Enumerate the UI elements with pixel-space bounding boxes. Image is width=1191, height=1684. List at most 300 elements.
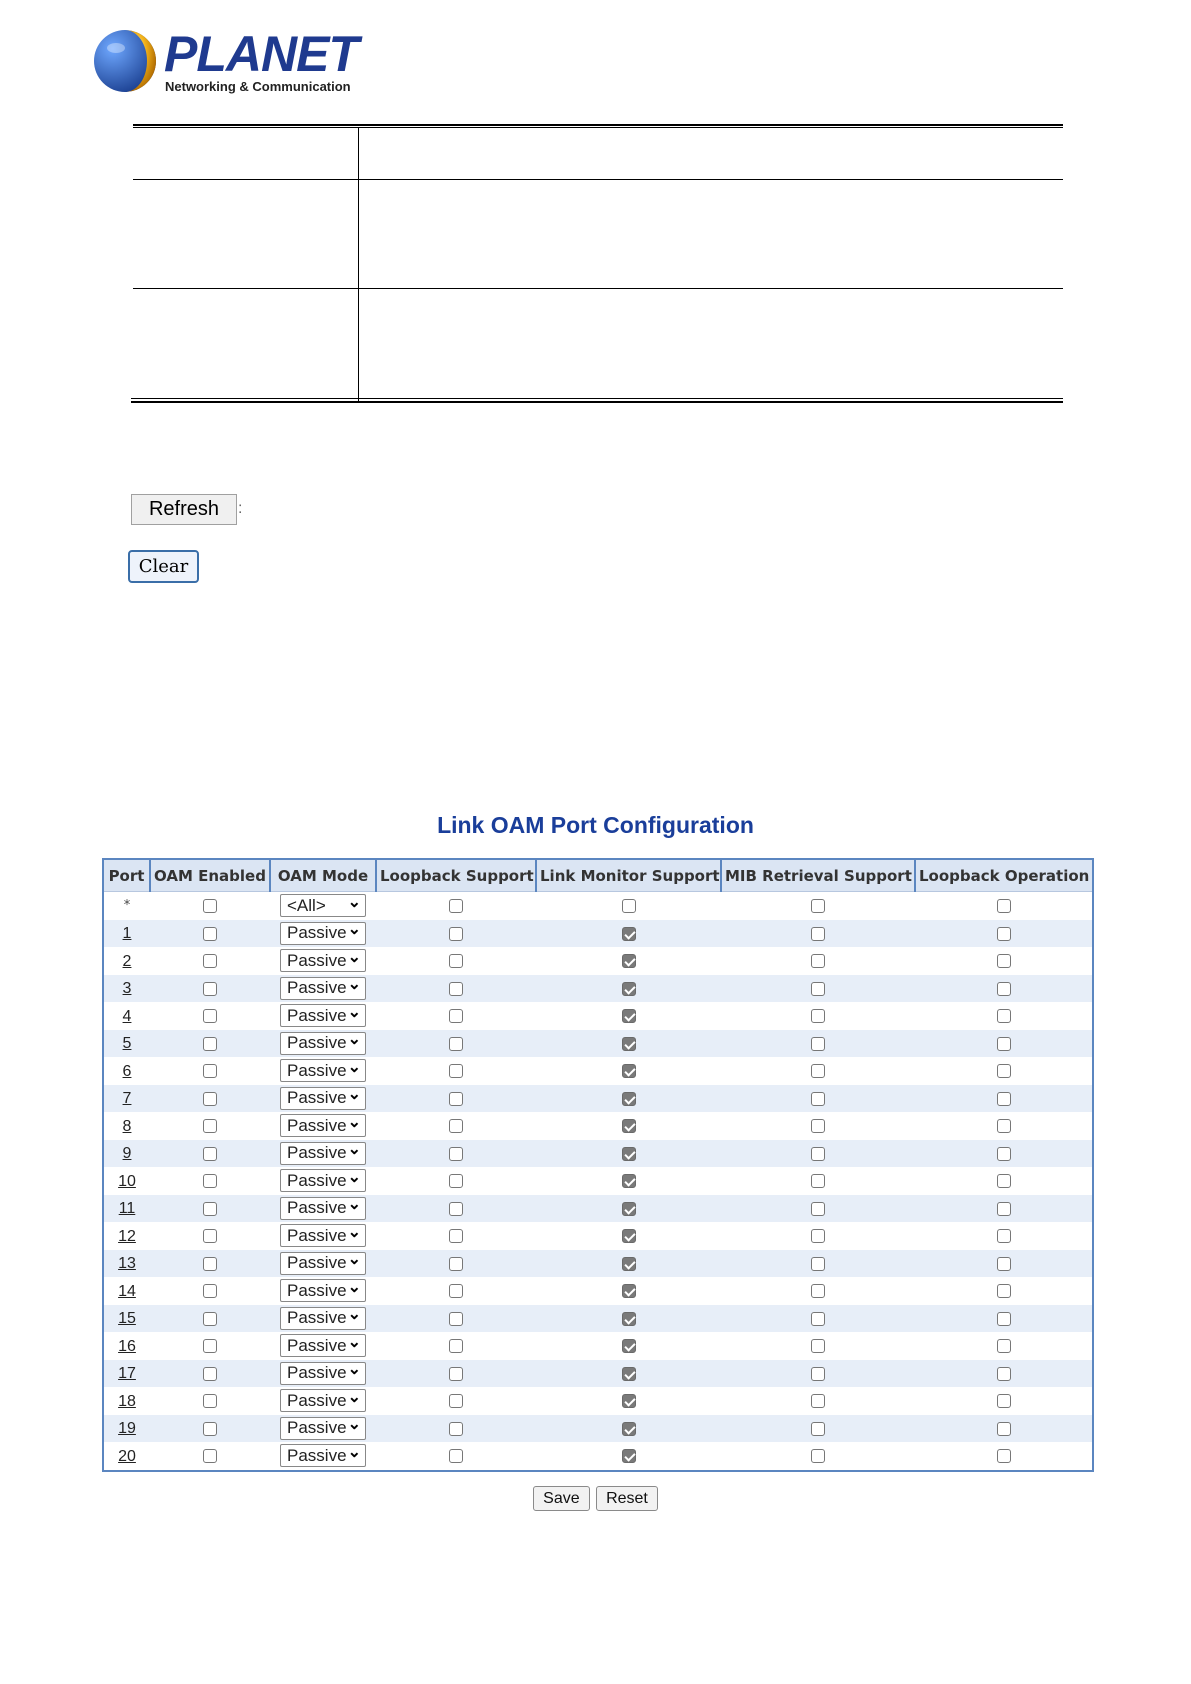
oam-enabled-checkbox[interactable] (203, 1147, 217, 1161)
chevron-down-icon: ⌄ (347, 1113, 361, 1131)
loopback-operation-checkbox-cell (915, 1415, 1093, 1443)
link-monitor-checkbox[interactable] (622, 1147, 636, 1161)
oam-mode-cell (270, 1195, 376, 1223)
port-link[interactable]: 1 (122, 925, 132, 943)
oam-mode-cell (270, 1277, 376, 1305)
loopback-support-checkbox[interactable] (449, 982, 463, 996)
loopback-support-checkbox-cell (376, 1305, 536, 1333)
port-row (103, 1167, 1093, 1195)
link-monitor-checkbox-cell (536, 947, 721, 975)
mib-retrieval-checkbox-cell (721, 1250, 915, 1278)
oam-mode-value: Passive (287, 950, 347, 970)
port-link[interactable]: 11 (118, 1200, 136, 1218)
oam-mode-cell (270, 1387, 376, 1415)
mib-retrieval-checkbox[interactable] (811, 1092, 825, 1106)
link-monitor-checkbox[interactable] (622, 1422, 636, 1436)
oam-mode-select[interactable] (280, 1004, 366, 1027)
loopback-support-checkbox-cell (376, 1277, 536, 1305)
port-cell (103, 1305, 150, 1333)
oam-mode-select[interactable] (280, 1252, 366, 1275)
oam-mode-value: Passive (287, 1253, 347, 1273)
mib-retrieval-checkbox[interactable] (811, 1147, 825, 1161)
link-monitor-checkbox[interactable] (622, 1174, 636, 1188)
oam-mode-cell (270, 1332, 376, 1360)
loopback-support-checkbox[interactable] (449, 1257, 463, 1271)
loopback-operation-checkbox-cell (915, 1057, 1093, 1085)
oam-enabled-checkbox[interactable] (203, 1422, 217, 1436)
mib-retrieval-checkbox[interactable] (811, 1037, 825, 1051)
loopback-support-checkbox[interactable] (449, 1449, 463, 1463)
port-link[interactable]: 9 (122, 1145, 132, 1163)
oam-mode-value: Passive (287, 1280, 347, 1300)
loopback-support-checkbox[interactable] (449, 1064, 463, 1078)
link-monitor-checkbox[interactable] (622, 1394, 636, 1408)
oam-enabled-checkbox-cell (150, 1415, 270, 1443)
brand-tagline: Networking & Communication (165, 79, 351, 94)
oam-mode-value: Passive (287, 1363, 347, 1383)
oam-enabled-checkbox[interactable] (203, 1037, 217, 1051)
oam-enabled-checkbox[interactable] (203, 1202, 217, 1216)
link-monitor-checkbox[interactable] (622, 954, 636, 968)
link-monitor-checkbox-cell (536, 1222, 721, 1250)
link-monitor-checkbox[interactable] (622, 1064, 636, 1078)
loopback-operation-checkbox[interactable] (997, 1339, 1011, 1353)
loopback-support-checkbox[interactable] (449, 927, 463, 941)
port-cell (103, 1167, 150, 1195)
oam-mode-value: Passive (287, 1445, 347, 1465)
oam-mode-cell (270, 1442, 376, 1471)
link-monitor-checkbox[interactable] (622, 1339, 636, 1353)
link-monitor-checkbox[interactable] (622, 1367, 636, 1381)
loopback-support-checkbox-cell (376, 975, 536, 1003)
all-loopback-support-checkbox-cell (376, 892, 536, 920)
chevron-down-icon: ⌄ (347, 1196, 361, 1214)
mib-retrieval-checkbox[interactable] (811, 954, 825, 968)
oam-enabled-checkbox[interactable] (203, 1119, 217, 1133)
mib-retrieval-checkbox[interactable] (811, 1064, 825, 1078)
mib-retrieval-checkbox[interactable] (811, 927, 825, 941)
oam-mode-select[interactable] (280, 1087, 366, 1110)
loopback-operation-checkbox-cell (915, 1250, 1093, 1278)
loopback-operation-checkbox-cell (915, 1222, 1093, 1250)
loopback-support-checkbox-cell (376, 1002, 536, 1030)
mib-retrieval-checkbox[interactable] (811, 1284, 825, 1298)
oam-mode-select[interactable] (280, 1389, 366, 1412)
loopback-support-checkbox[interactable] (449, 1312, 463, 1326)
oam-mode-select[interactable] (280, 1224, 366, 1247)
oam-enabled-checkbox[interactable] (203, 982, 217, 996)
port-cell (103, 1250, 150, 1278)
loopback-support-checkbox[interactable] (449, 1422, 463, 1436)
loopback-support-checkbox-cell (376, 1140, 536, 1168)
port-cell (103, 1195, 150, 1223)
port-link[interactable]: 19 (118, 1420, 136, 1438)
port-row (103, 1415, 1093, 1443)
loopback-operation-checkbox[interactable] (997, 1422, 1011, 1436)
oam-mode-select[interactable] (280, 1362, 366, 1385)
port-cell (103, 1140, 150, 1168)
loopback-operation-checkbox-cell (915, 1442, 1093, 1471)
mib-retrieval-checkbox[interactable] (811, 1339, 825, 1353)
chevron-down-icon: ⌄ (347, 1168, 361, 1186)
form-actions (0, 1486, 1191, 1511)
chevron-down-icon: ⌄ (347, 976, 361, 994)
mib-retrieval-checkbox[interactable] (811, 1009, 825, 1023)
port-cell (103, 947, 150, 975)
mib-retrieval-checkbox[interactable] (811, 1229, 825, 1243)
link-monitor-checkbox[interactable] (622, 1449, 636, 1463)
link-monitor-checkbox[interactable] (622, 1092, 636, 1106)
oam-mode-select[interactable] (280, 1279, 366, 1302)
port-row (103, 1030, 1093, 1058)
chevron-down-icon: ⌄ (347, 1003, 361, 1021)
loopback-support-checkbox[interactable] (449, 1229, 463, 1243)
mib-retrieval-checkbox-cell (721, 1415, 915, 1443)
oam-enabled-checkbox[interactable] (203, 1284, 217, 1298)
chevron-down-icon: ⌄ (347, 1223, 361, 1241)
oam-enabled-checkbox-cell (150, 1305, 270, 1333)
link-monitor-checkbox[interactable] (622, 1037, 636, 1051)
all-ports-row (103, 892, 1093, 920)
port-link[interactable]: 7 (122, 1090, 132, 1108)
loopback-operation-checkbox-cell (915, 1002, 1093, 1030)
oam-enabled-checkbox-cell (150, 1002, 270, 1030)
link-monitor-checkbox[interactable] (622, 1257, 636, 1271)
oam-enabled-checkbox[interactable] (203, 1257, 217, 1271)
oam-mode-cell (270, 1415, 376, 1443)
port-cell (103, 1112, 150, 1140)
port-link[interactable]: 13 (118, 1255, 136, 1273)
link-monitor-checkbox[interactable] (622, 1284, 636, 1298)
oam-mode-cell (270, 947, 376, 975)
reset-button[interactable]: Reset (596, 1486, 658, 1511)
refresh-button[interactable]: Refresh (131, 494, 237, 525)
port-cell (103, 1415, 150, 1443)
port-row (103, 1360, 1093, 1388)
description-table (133, 124, 1063, 404)
oam-mode-select[interactable] (280, 1197, 366, 1220)
col-oam-enabled: OAM Enabled (150, 859, 270, 892)
link-monitor-checkbox-cell (536, 1112, 721, 1140)
port-cell (103, 1387, 150, 1415)
oam-enabled-checkbox-cell (150, 1140, 270, 1168)
link-monitor-checkbox-cell (536, 1387, 721, 1415)
config-title: Link OAM Port Configuration (437, 812, 754, 838)
oam-enabled-checkbox[interactable] (203, 1312, 217, 1326)
oam-mode-cell (270, 1140, 376, 1168)
loopback-support-checkbox[interactable] (449, 1339, 463, 1353)
mib-retrieval-checkbox-cell (721, 1305, 915, 1333)
loopback-operation-checkbox-cell (915, 1030, 1093, 1058)
loopback-support-checkbox[interactable] (449, 954, 463, 968)
mib-retrieval-checkbox-cell (721, 975, 915, 1003)
oam-enabled-checkbox[interactable] (203, 1449, 217, 1463)
port-link[interactable]: 3 (122, 980, 132, 998)
port-cell (103, 1030, 150, 1058)
port-link[interactable]: 14 (118, 1282, 136, 1300)
mib-retrieval-checkbox[interactable] (811, 982, 825, 996)
oam-mode-select[interactable] (280, 1307, 366, 1330)
mib-retrieval-checkbox[interactable] (811, 1119, 825, 1133)
link-monitor-checkbox[interactable] (622, 1009, 636, 1023)
col-loopback-support: Loopback Support (376, 859, 536, 892)
mib-retrieval-checkbox[interactable] (811, 1174, 825, 1188)
port-row (103, 947, 1093, 975)
chevron-down-icon: ⌄ (347, 1333, 361, 1351)
oam-enabled-checkbox[interactable] (203, 1092, 217, 1106)
loopback-support-checkbox[interactable] (449, 1147, 463, 1161)
link-monitor-checkbox-cell (536, 1140, 721, 1168)
loopback-support-checkbox-cell (376, 1085, 536, 1113)
loopback-support-checkbox-cell (376, 1332, 536, 1360)
loopback-operation-checkbox[interactable] (997, 1394, 1011, 1408)
port-link[interactable]: 20 (118, 1447, 136, 1465)
all-link-monitor-checkbox-cell (536, 892, 721, 920)
link-monitor-checkbox[interactable] (622, 927, 636, 941)
loopback-operation-checkbox[interactable] (997, 1119, 1011, 1133)
oam-mode-cell (270, 1250, 376, 1278)
loopback-operation-checkbox[interactable] (997, 982, 1011, 996)
loopback-operation-checkbox[interactable] (997, 1229, 1011, 1243)
mib-retrieval-checkbox-cell (721, 1332, 915, 1360)
loopback-operation-checkbox[interactable] (997, 927, 1011, 941)
loopback-support-checkbox[interactable] (449, 1092, 463, 1106)
link-monitor-checkbox-cell (536, 975, 721, 1003)
oam-mode-select[interactable] (280, 1059, 366, 1082)
link-monitor-checkbox-cell (536, 1195, 721, 1223)
port-link[interactable]: 12 (118, 1227, 136, 1245)
oam-mode-select[interactable] (280, 1142, 366, 1165)
loopback-operation-checkbox[interactable] (997, 1312, 1011, 1326)
mib-retrieval-checkbox[interactable] (811, 1422, 825, 1436)
port-link[interactable]: 8 (122, 1117, 132, 1135)
all-oam-enabled-checkbox[interactable] (203, 899, 217, 913)
oam-mode-cell (270, 1002, 376, 1030)
loopback-operation-checkbox-cell (915, 1167, 1093, 1195)
chevron-down-icon: ⌄ (347, 1058, 361, 1076)
oam-enabled-checkbox[interactable] (203, 1174, 217, 1188)
port-cell (103, 1222, 150, 1250)
mib-retrieval-checkbox[interactable] (811, 1449, 825, 1463)
loopback-operation-checkbox[interactable] (997, 1064, 1011, 1078)
port-link[interactable]: 4 (122, 1007, 132, 1025)
port-link[interactable]: 2 (122, 952, 132, 970)
mib-retrieval-checkbox-cell (721, 1030, 915, 1058)
mib-retrieval-checkbox-cell (721, 1167, 915, 1195)
chevron-down-icon: ⌄ (347, 1031, 361, 1049)
loopback-operation-checkbox[interactable] (997, 1367, 1011, 1381)
col-port: Port (103, 859, 150, 892)
chevron-down-icon: ⌄ (347, 921, 361, 939)
oam-enabled-checkbox[interactable] (203, 954, 217, 968)
loopback-operation-checkbox[interactable] (997, 954, 1011, 968)
mib-retrieval-checkbox-cell (721, 1360, 915, 1388)
port-row (103, 1387, 1093, 1415)
port-link[interactable]: 18 (118, 1392, 136, 1410)
loopback-support-checkbox-cell (376, 1360, 536, 1388)
link-monitor-checkbox-cell (536, 1277, 721, 1305)
all-oam-enabled-checkbox-cell (150, 892, 270, 920)
port-row (103, 920, 1093, 948)
col-loopback-operation: Loopback Operation (915, 859, 1093, 892)
loopback-operation-checkbox[interactable] (997, 1147, 1011, 1161)
loopback-operation-checkbox[interactable] (997, 1202, 1011, 1216)
oam-mode-value: Passive (287, 1308, 347, 1328)
link-monitor-checkbox[interactable] (622, 1229, 636, 1243)
all-loopback-support-checkbox[interactable] (449, 899, 463, 913)
oam-mode-select[interactable] (280, 1032, 366, 1055)
loopback-operation-checkbox[interactable] (997, 1009, 1011, 1023)
oam-mode-select[interactable] (280, 1417, 366, 1440)
port-cell (103, 975, 150, 1003)
loopback-operation-checkbox[interactable] (997, 1092, 1011, 1106)
oam-enabled-checkbox[interactable] (203, 927, 217, 941)
loopback-support-checkbox-cell (376, 1195, 536, 1223)
oam-mode-select[interactable] (280, 922, 366, 945)
oam-mode-value: Passive (287, 1198, 347, 1218)
port-link[interactable]: 10 (118, 1172, 136, 1190)
mib-retrieval-checkbox-cell (721, 1002, 915, 1030)
oam-enabled-checkbox[interactable] (203, 1367, 217, 1381)
oam-mode-value: Passive (287, 1335, 347, 1355)
oam-enabled-checkbox-cell (150, 1222, 270, 1250)
loopback-operation-checkbox[interactable] (997, 1284, 1011, 1298)
link-monitor-checkbox[interactable] (622, 1202, 636, 1216)
oam-mode-cell (270, 1305, 376, 1333)
oam-enabled-checkbox-cell (150, 1112, 270, 1140)
port-row (103, 1305, 1093, 1333)
loopback-support-checkbox[interactable] (449, 1202, 463, 1216)
all-mib-retrieval-checkbox[interactable] (811, 899, 825, 913)
port-row (103, 1195, 1093, 1223)
link-monitor-checkbox[interactable] (622, 982, 636, 996)
loopback-operation-checkbox-cell (915, 1277, 1093, 1305)
loopback-support-checkbox-cell (376, 1415, 536, 1443)
loopback-support-checkbox-cell (376, 1057, 536, 1085)
oam-enabled-checkbox[interactable] (203, 1229, 217, 1243)
port-cell (103, 1442, 150, 1471)
chevron-down-icon: ⌄ (347, 893, 361, 911)
oam-mode-select[interactable] (280, 1334, 366, 1357)
port-cell (103, 1057, 150, 1085)
port-link[interactable]: 17 (118, 1365, 136, 1383)
all-oam-mode-select[interactable] (280, 894, 366, 917)
oam-mode-value: Passive (287, 1170, 347, 1190)
loopback-operation-checkbox[interactable] (997, 1449, 1011, 1463)
mib-retrieval-checkbox[interactable] (811, 1202, 825, 1216)
mib-retrieval-checkbox[interactable] (811, 1394, 825, 1408)
link-monitor-checkbox-cell (536, 920, 721, 948)
loopback-support-checkbox[interactable] (449, 1367, 463, 1381)
oam-mode-select[interactable] (280, 977, 366, 1000)
oam-enabled-checkbox-cell (150, 1360, 270, 1388)
link-monitor-checkbox[interactable] (622, 1119, 636, 1133)
chevron-down-icon: ⌄ (347, 1086, 361, 1104)
link-monitor-checkbox-cell (536, 1442, 721, 1471)
col-link-monitor-support: Link Monitor Support (536, 859, 721, 892)
oam-enabled-checkbox[interactable] (203, 1064, 217, 1078)
loopback-operation-checkbox[interactable] (997, 1037, 1011, 1051)
oam-mode-cell (270, 1085, 376, 1113)
loopback-operation-checkbox[interactable] (997, 1257, 1011, 1271)
save-button[interactable]: Save (533, 1486, 589, 1511)
oam-mode-value: Passive (287, 1005, 347, 1025)
port-row (103, 1250, 1093, 1278)
loopback-support-checkbox[interactable] (449, 1119, 463, 1133)
all-link-monitor-checkbox[interactable] (622, 899, 636, 913)
loopback-operation-checkbox[interactable] (997, 1174, 1011, 1188)
oam-enabled-checkbox-cell (150, 947, 270, 975)
all-ports-marker: * (103, 892, 150, 920)
oam-mode-select[interactable] (280, 949, 366, 972)
oam-mode-select[interactable] (280, 1169, 366, 1192)
mib-retrieval-checkbox-cell (721, 1277, 915, 1305)
loopback-operation-checkbox-cell (915, 975, 1093, 1003)
all-loopback-operation-checkbox-cell (915, 892, 1093, 920)
col-mib-retrieval-support: MIB Retrieval Support (721, 859, 915, 892)
oam-enabled-checkbox[interactable] (203, 1339, 217, 1353)
port-link[interactable]: 6 (122, 1062, 132, 1080)
col-oam-mode: OAM Mode (270, 859, 376, 892)
oam-enabled-checkbox-cell (150, 1277, 270, 1305)
loopback-operation-checkbox-cell (915, 1140, 1093, 1168)
oam-enabled-checkbox-cell (150, 1387, 270, 1415)
mib-retrieval-checkbox[interactable] (811, 1257, 825, 1271)
oam-mode-value: Passive (287, 1115, 347, 1135)
loopback-support-checkbox[interactable] (449, 1394, 463, 1408)
planet-logo (92, 26, 358, 96)
port-link[interactable]: 5 (122, 1035, 132, 1053)
mib-retrieval-checkbox[interactable] (811, 1312, 825, 1326)
port-config-table (102, 858, 1094, 1472)
oam-mode-value: Passive (287, 1033, 347, 1053)
oam-mode-select[interactable] (280, 1114, 366, 1137)
oam-enabled-checkbox-cell (150, 1167, 270, 1195)
chevron-down-icon: ⌄ (347, 1443, 361, 1461)
link-monitor-checkbox-cell (536, 1415, 721, 1443)
loopback-operation-checkbox-cell (915, 1112, 1093, 1140)
clear-button[interactable]: Clear (128, 550, 199, 583)
loopback-support-checkbox[interactable] (449, 1174, 463, 1188)
loopback-support-checkbox[interactable] (449, 1037, 463, 1051)
port-link[interactable]: 15 (118, 1310, 136, 1328)
port-row (103, 1057, 1093, 1085)
loopback-support-checkbox[interactable] (449, 1284, 463, 1298)
oam-enabled-checkbox-cell (150, 1442, 270, 1471)
loopback-operation-checkbox-cell (915, 1360, 1093, 1388)
mib-retrieval-checkbox-cell (721, 1222, 915, 1250)
oam-enabled-checkbox[interactable] (203, 1394, 217, 1408)
oam-mode-value: Passive (287, 1060, 347, 1080)
loopback-support-checkbox[interactable] (449, 1009, 463, 1023)
oam-enabled-checkbox-cell (150, 1332, 270, 1360)
mib-retrieval-checkbox-cell (721, 1057, 915, 1085)
mib-retrieval-checkbox-cell (721, 947, 915, 975)
oam-enabled-checkbox-cell (150, 1195, 270, 1223)
refresh-suffix: : (238, 500, 243, 517)
mib-retrieval-checkbox-cell (721, 920, 915, 948)
port-row (103, 1222, 1093, 1250)
port-link[interactable]: 16 (118, 1337, 136, 1355)
port-cell (103, 1002, 150, 1030)
oam-mode-select[interactable] (280, 1444, 366, 1467)
oam-mode-value: Passive (287, 1143, 347, 1163)
oam-enabled-checkbox[interactable] (203, 1009, 217, 1023)
mib-retrieval-checkbox[interactable] (811, 1367, 825, 1381)
all-loopback-operation-checkbox[interactable] (997, 899, 1011, 913)
link-monitor-checkbox[interactable] (622, 1312, 636, 1326)
loopback-operation-checkbox-cell (915, 947, 1093, 975)
